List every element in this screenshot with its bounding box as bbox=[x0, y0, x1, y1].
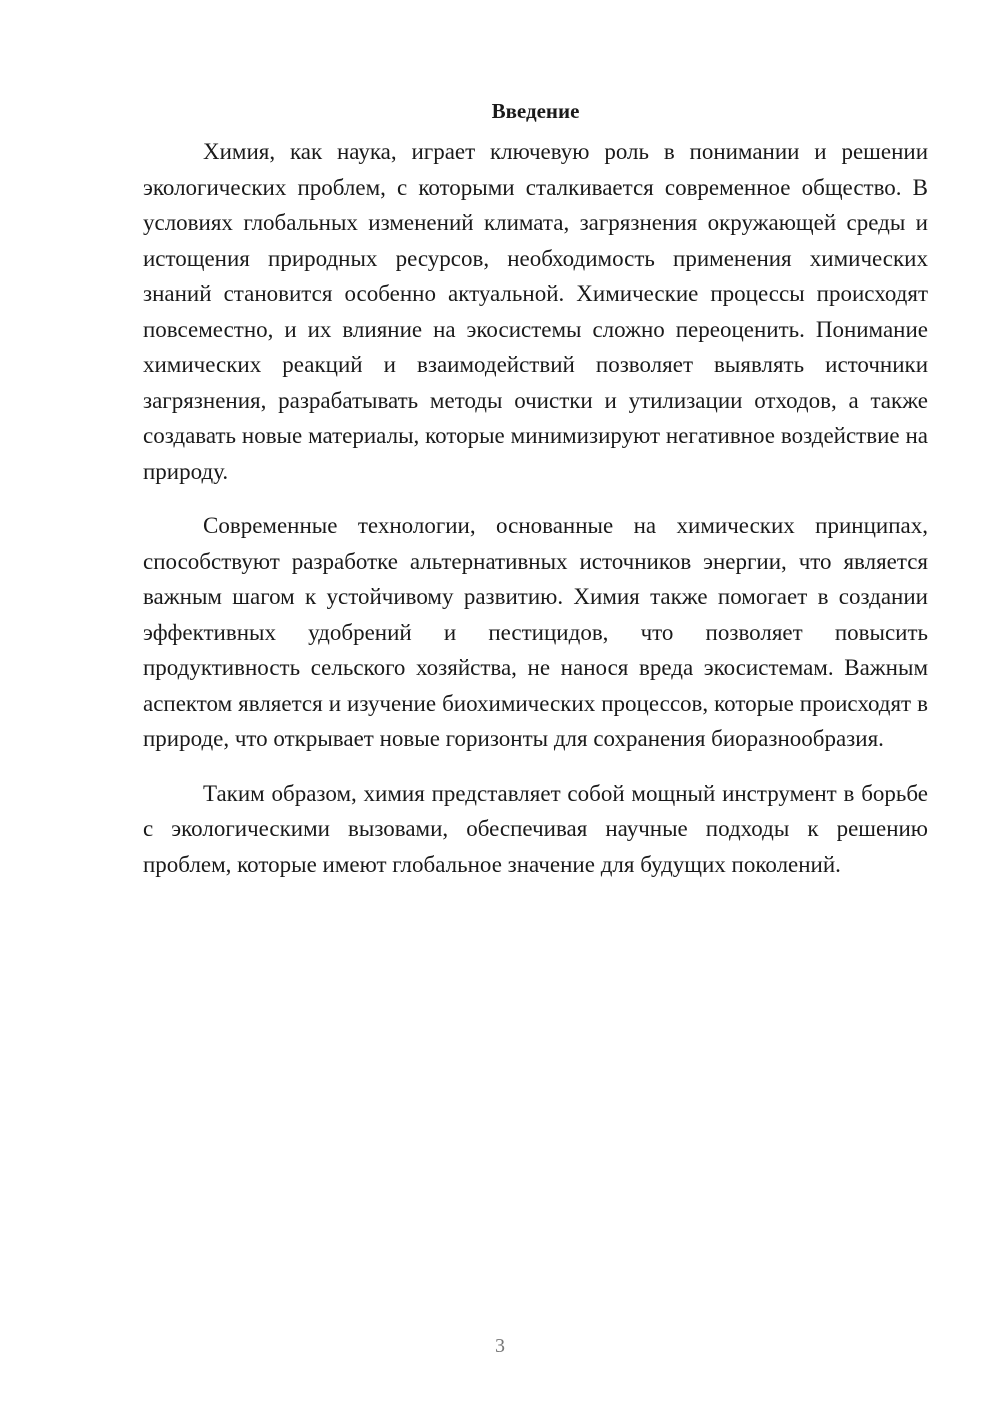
page-content bbox=[143, 96, 928, 901]
paragraph-2: Современные технологии, основанные на химических принципах, способствуют разработке альтернативных источников энергии, что является важным шагом к устойчивому развитию. Химия также помогает в создании эффективных удобрений и пестицидов, что позволяет повысить продуктивность сельского хозяйства, не нанося вреда экосистемам. Важным аспектом является и изучение биохимических процессов, которые происходят в природе, что открывает новые горизонты для сохранения биоразнообразия. bbox=[143, 513, 928, 751]
paragraph-1: Химия, как наука, играет ключевую роль в понимании и решении экологических проблем, с которыми сталкивается современное общество. В условиях глобальных изменений климата, загрязнения окружающей среды и истощения природных ресурсов, необходимость применения химических знаний становится особенно актуальной. Химические процессы происходят повсеместно, и их влияние на экосистемы сложно переоценить. Понимание химических реакций и взаимодействий позволяет выявлять источники загрязнения, разрабатывать методы очистки и утилизации отходов, а также создавать новые материалы, которые минимизируют негативное воздействие на природу. bbox=[143, 139, 928, 484]
section-heading: Введение bbox=[491, 99, 580, 123]
paragraph-3: Таким образом, химия представляет собой мощный инструмент в борьбе с экологическими вызовами, обеспечивая научные подходы к решению проблем, которые имеют глобальное значение для будущих поколений. bbox=[143, 780, 928, 877]
page-number: 3 bbox=[495, 1335, 505, 1357]
